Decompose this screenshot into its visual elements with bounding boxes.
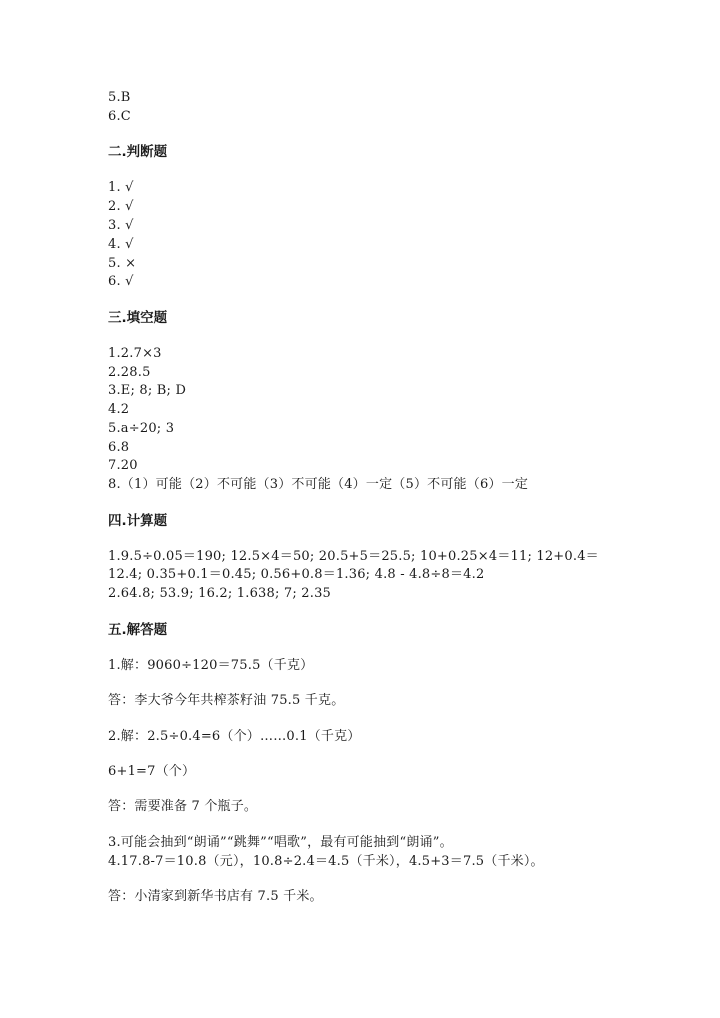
calc-answer-1: 1.9.5÷0.05＝190; 12.5×4＝50; 20.5+5＝25.5; 10+0.25×4＝11; 12+0.4＝	[108, 549, 599, 564]
answer-2-reply: 答：需要准备 7 个瓶子。	[108, 799, 258, 814]
fill-answer-2: 2.28.5	[108, 365, 151, 380]
fill-answer-6: 6.8	[108, 440, 130, 455]
fill-answer-1: 1.2.7×3	[108, 346, 162, 361]
answer-2-solution: 2.解：2.5÷0.4=6（个）……0.1（千克）	[108, 729, 361, 744]
judge-answer-6: 6. √	[108, 274, 134, 289]
fill-answer-3: 3.E; 8; B; D	[108, 383, 187, 398]
answer-1-solution: 1.解：9060÷120＝75.5（千克）	[108, 658, 314, 673]
choice-answer-5: 5.B	[108, 90, 131, 105]
answer-4-solution: 4.17.8-7＝10.8（元），10.8÷2.4＝4.5（千米），4.5+3＝7.5（千米）。	[108, 854, 544, 869]
fill-heading: 三.填空题	[108, 310, 168, 326]
fill-answer-4: 4.2	[108, 402, 130, 417]
judge-answer-1: 1. √	[108, 180, 134, 195]
calc-answer-1-cont: 12.4; 0.35+0.1＝0.45; 0.56+0.8＝1.36; 4.8 - 4.8÷8＝4.2	[108, 567, 485, 582]
fill-answer-8: 8.（1）可能（2）不可能（3）不可能（4）一定（5）不可能（6）一定	[108, 477, 529, 492]
judge-answer-5: 5. ×	[108, 256, 137, 271]
calc-heading: 四.计算题	[108, 513, 168, 529]
answer-2-step: 6+1=7（个）	[108, 764, 196, 779]
answer-1-reply: 答：李大爷今年共榨茶籽油 75.5 千克。	[108, 693, 345, 708]
fill-answer-5: 5.a÷20; 3	[108, 421, 175, 436]
answer-heading: 五.解答题	[108, 622, 168, 638]
judge-answer-3: 3. √	[108, 218, 134, 233]
judge-answer-4: 4. √	[108, 237, 134, 252]
fill-answer-7: 7.20	[108, 458, 138, 473]
judge-answer-2: 2. √	[108, 199, 134, 214]
answer-3: 3.可能会抽到“朗诵”“跳舞”“唱歌”，最有可能抽到“朗诵”。	[108, 835, 453, 850]
answer-4-reply: 答：小清家到新华书店有 7.5 千米。	[108, 889, 323, 904]
judge-heading: 二.判断题	[108, 144, 168, 160]
calc-answer-2: 2.64.8; 53.9; 16.2; 1.638; 7; 2.35	[108, 586, 332, 601]
choice-answer-6: 6.C	[108, 109, 131, 124]
